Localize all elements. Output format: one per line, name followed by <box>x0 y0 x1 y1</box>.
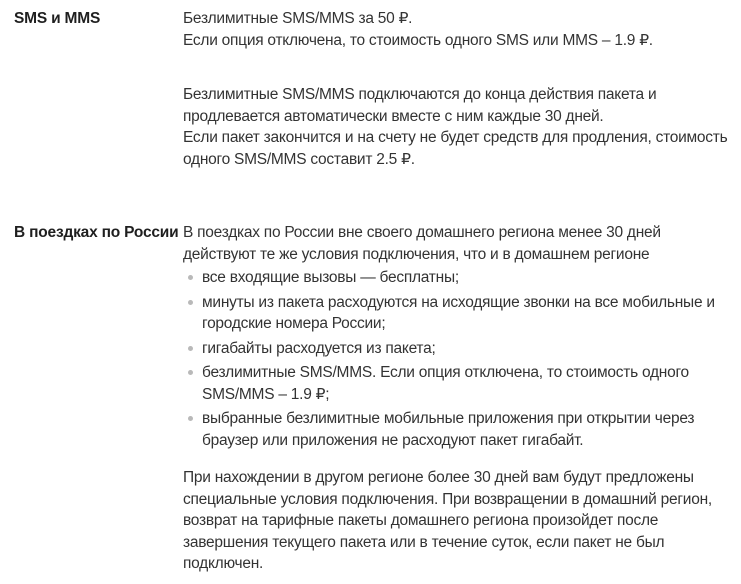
travel-conditions-list <box>183 267 728 451</box>
travel-intro-paragraph: В поездках по России вне своего домашнего региона менее 30 дней действуют те же условия подключения, что и в домашнем регионе <box>183 224 661 263</box>
section-sms-mms <box>14 8 729 170</box>
list-item: минуты из пакета расходуются на исходящие звонки на все мобильные и городские номера России; <box>183 292 728 335</box>
section-travel-russia <box>14 222 729 575</box>
section-label-sms-mms: SMS и MMS <box>14 10 101 27</box>
text-line: Безлимитные SMS/MMS за 50 ₽. <box>183 10 413 27</box>
text-line: Безлимитные SMS/MMS подключаются до конца действия пакета и продлевается автоматически вместе с ним каждые 30 дней. <box>183 86 657 125</box>
list-item: безлимитные SMS/MMS. Если опция отключена, то стоимость одного SMS/MMS – 1.9 ₽; <box>183 362 728 405</box>
section-content-travel-russia <box>183 222 728 575</box>
paragraph <box>183 8 728 51</box>
text-line: Если пакет закончится и на счету не будет средств для продления, стоимость одного SMS/MMS составит 2.5 ₽. <box>183 129 728 168</box>
section-content-sms-mms <box>183 8 728 170</box>
list-item: все входящие вызовы — бесплатны; <box>183 267 728 289</box>
paragraph <box>183 84 728 170</box>
travel-outro-paragraph: При нахождении в другом регионе более 30 дней вам будут предложены специальные условия подключения. При возвращении в домашний регион, возврат на тарифные пакеты домашнего региона произойдет после завершения текущего пакета или в течение суток, если пакет не был подключен. <box>183 469 712 572</box>
text-line: Если опция отключена, то стоимость одного SMS или MMS – 1.9 ₽. <box>183 31 653 49</box>
section-label-travel-russia: В поездках по России <box>14 224 179 241</box>
list-item: гигабайты расходуется из пакета; <box>183 338 728 360</box>
list-item: выбранные безлимитные мобильные приложения при открытии через браузер или приложения не расходуют пакет гигабайт. <box>183 408 728 451</box>
